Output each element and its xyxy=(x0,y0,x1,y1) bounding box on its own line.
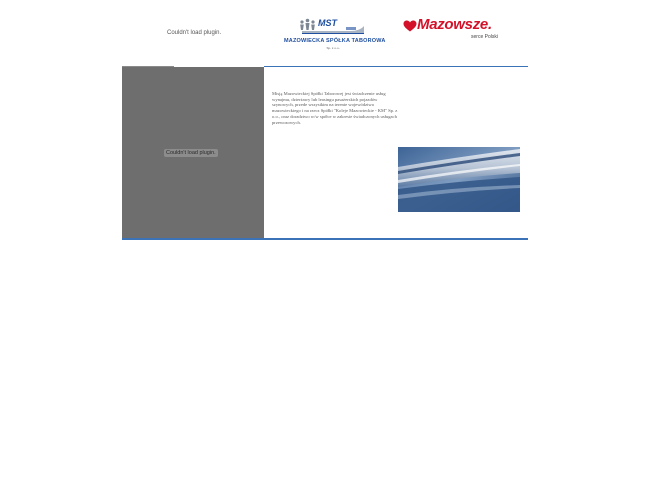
mst-company-suffix: Sp. z o.o. xyxy=(326,46,340,50)
mazowsze-tagline: serce Polski xyxy=(471,34,498,40)
plugin-error-message: Couldn't load plugin. xyxy=(166,150,216,156)
mazowsze-logo[interactable] xyxy=(403,17,511,45)
plugin-placeholder[interactable] xyxy=(122,67,264,238)
train-photo xyxy=(398,147,520,212)
mst-badge-text: MST xyxy=(318,18,337,28)
mst-company-name: MAZOWIECKA SPÓŁKA TABOROWA xyxy=(284,38,386,44)
mst-logo[interactable] xyxy=(284,17,386,53)
header-divider xyxy=(264,66,528,67)
mst-train-icon xyxy=(298,17,368,37)
plugin-error-message: Couldn't load plugin. xyxy=(167,30,222,36)
heart-icon xyxy=(403,20,417,32)
mission-text: Misją Mazowieckiej Spółki Taborowej jest świadczenie usług wynajmu, dzierżawy lub leasingu pasażerskich pojazdów szynowych, przede wszystkim na terenie województwa mazowieckiego i na rzecz Spółki "Koleje Mazowieckie - KM" Sp. z o.o., oraz doradztwo w/w spółce w zakresie świadczonych usługach przewozowych. xyxy=(272,91,398,125)
mazowsze-wordmark: Mazowsze. xyxy=(417,16,492,33)
footer-divider xyxy=(122,238,528,240)
